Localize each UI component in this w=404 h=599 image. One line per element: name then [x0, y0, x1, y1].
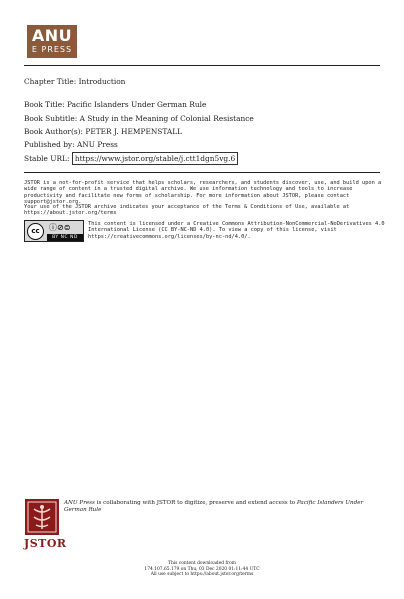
anu-logo-line2: E PRESS	[31, 45, 73, 54]
stable-url-row	[24, 154, 238, 163]
jstor-about-text: JSTOR is a not-for-profit service that helps scholars, researchers, and students discover, use, and build upon a wide range of content in a trusted digital archive. We use information technology and tools to increase productivity and facilitate new forms of scholarship. For more information about JSTOR, please contact support@jstor.org.	[24, 180, 382, 206]
collaboration-statement	[64, 500, 384, 514]
license-text: This content is licensed under a Creative Commons Attribution-NonCommercial-NoDerivatives 4.0 International License (CC BY-NC-ND 4.0). To view a copy of this license, visit https://creativecommons.org/licenses/by-nc-nd/4.0/.	[88, 221, 385, 240]
license-condition-icons: ⓘ⊘⊜	[49, 223, 71, 232]
collab-publisher: ANU Press	[64, 500, 95, 506]
book-authors: Book Author(s): PETER J. HEMPENSTALL	[24, 127, 183, 136]
anu-logo-line1: ANU	[31, 26, 73, 45]
footer-line1: This content downloaded from	[168, 561, 236, 566]
cc-badge-bar: BY NC ND	[47, 234, 83, 241]
collab-book: Pacific Islanders Under German Rule	[64, 500, 364, 513]
middle-divider	[24, 172, 380, 173]
footer-line3: All use subject to https://about.jstor.org/terms	[150, 572, 254, 578]
stable-url-link[interactable]: https://www.jstor.org/stable/j.ctt1dgn5vg.6	[72, 152, 238, 165]
jstor-seal-icon	[25, 499, 59, 535]
collab-text: is collaborating with JSTOR to digitize, preserve and extend access to	[94, 500, 297, 506]
stable-url-label: Stable URL:	[24, 154, 72, 163]
book-subtitle: Book Subtitle: A Study in the Meaning of Colonial Resistance	[24, 114, 254, 123]
terms-text: Your use of the JSTOR archive indicates your acceptance of the Terms & Conditions of Use, available at https://about.jstor.org/terms	[24, 204, 350, 217]
jstor-wordmark: JSTOR	[24, 537, 67, 550]
top-divider	[24, 65, 380, 66]
creative-commons-badge[interactable]	[24, 220, 84, 242]
cc-icon: cc	[27, 223, 44, 240]
book-title: Book Title: Pacific Islanders Under German Rule	[24, 100, 207, 109]
anu-press-logo	[27, 25, 77, 58]
footer-line2: 174.107.65.179 on Thu, 03 Dec 2020 01:11:44 UTC	[144, 566, 260, 572]
download-footer	[0, 561, 404, 578]
chapter-title: Chapter Title: Introduction	[24, 77, 126, 86]
published-by: Published by: ANU Press	[24, 140, 118, 149]
